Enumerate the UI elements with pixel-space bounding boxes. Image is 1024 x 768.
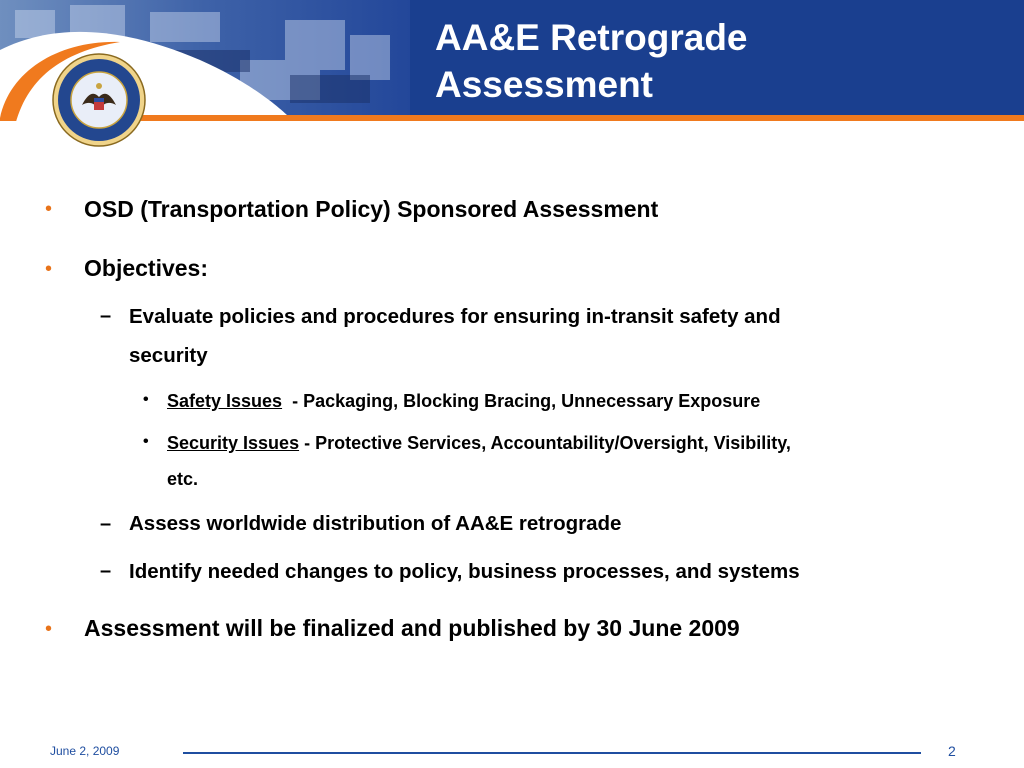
slide-title	[435, 14, 995, 108]
slide-title-line1: AA&E Retrograde	[435, 17, 748, 58]
safety-issues-label: Safety Issues	[167, 391, 283, 411]
slide-title-line2: Assessment	[435, 64, 654, 105]
dash-marker: –	[100, 513, 112, 535]
dod-seal-icon	[52, 53, 146, 147]
security-issues-text: - Protective Services, Accountability/Oversight, Visibility,	[304, 433, 791, 453]
bullet-marker: •	[45, 198, 53, 220]
item-safety-issues	[167, 391, 760, 412]
bullet-finalized: Assessment will be finalized and published by 30 June 2009	[84, 615, 740, 641]
bullet-osd-sponsored: OSD (Transportation Policy) Sponsored Assessment	[84, 196, 659, 222]
footer-date: June 2, 2009	[50, 744, 120, 758]
security-issues-label: Security Issues	[167, 433, 300, 453]
bullet-marker: •	[45, 258, 53, 280]
bullet-objectives: Objectives:	[84, 255, 208, 281]
small-bullet-marker: •	[143, 433, 149, 450]
dash-marker: –	[100, 560, 112, 582]
small-bullet-marker: •	[143, 391, 149, 408]
safety-issues-text: - Packaging, Blocking Bracing, Unnecessary Exposure	[292, 391, 761, 411]
bullet-marker: •	[45, 618, 53, 640]
security-issues-text-cont: etc.	[167, 469, 199, 489]
footer-divider	[183, 752, 921, 754]
sub-bullet-evaluate-line1: Evaluate policies and procedures for ensuring in-transit safety and	[129, 305, 781, 328]
sub-bullet-identify: Identify needed changes to policy, business processes, and systems	[129, 560, 800, 583]
sub-bullet-assess: Assess worldwide distribution of AA&E retrograde	[129, 512, 622, 535]
sub-bullet-evaluate-line2: security	[129, 344, 208, 367]
page-number: 2	[948, 743, 956, 759]
item-security-issues	[167, 433, 791, 454]
dash-marker: –	[100, 305, 112, 327]
